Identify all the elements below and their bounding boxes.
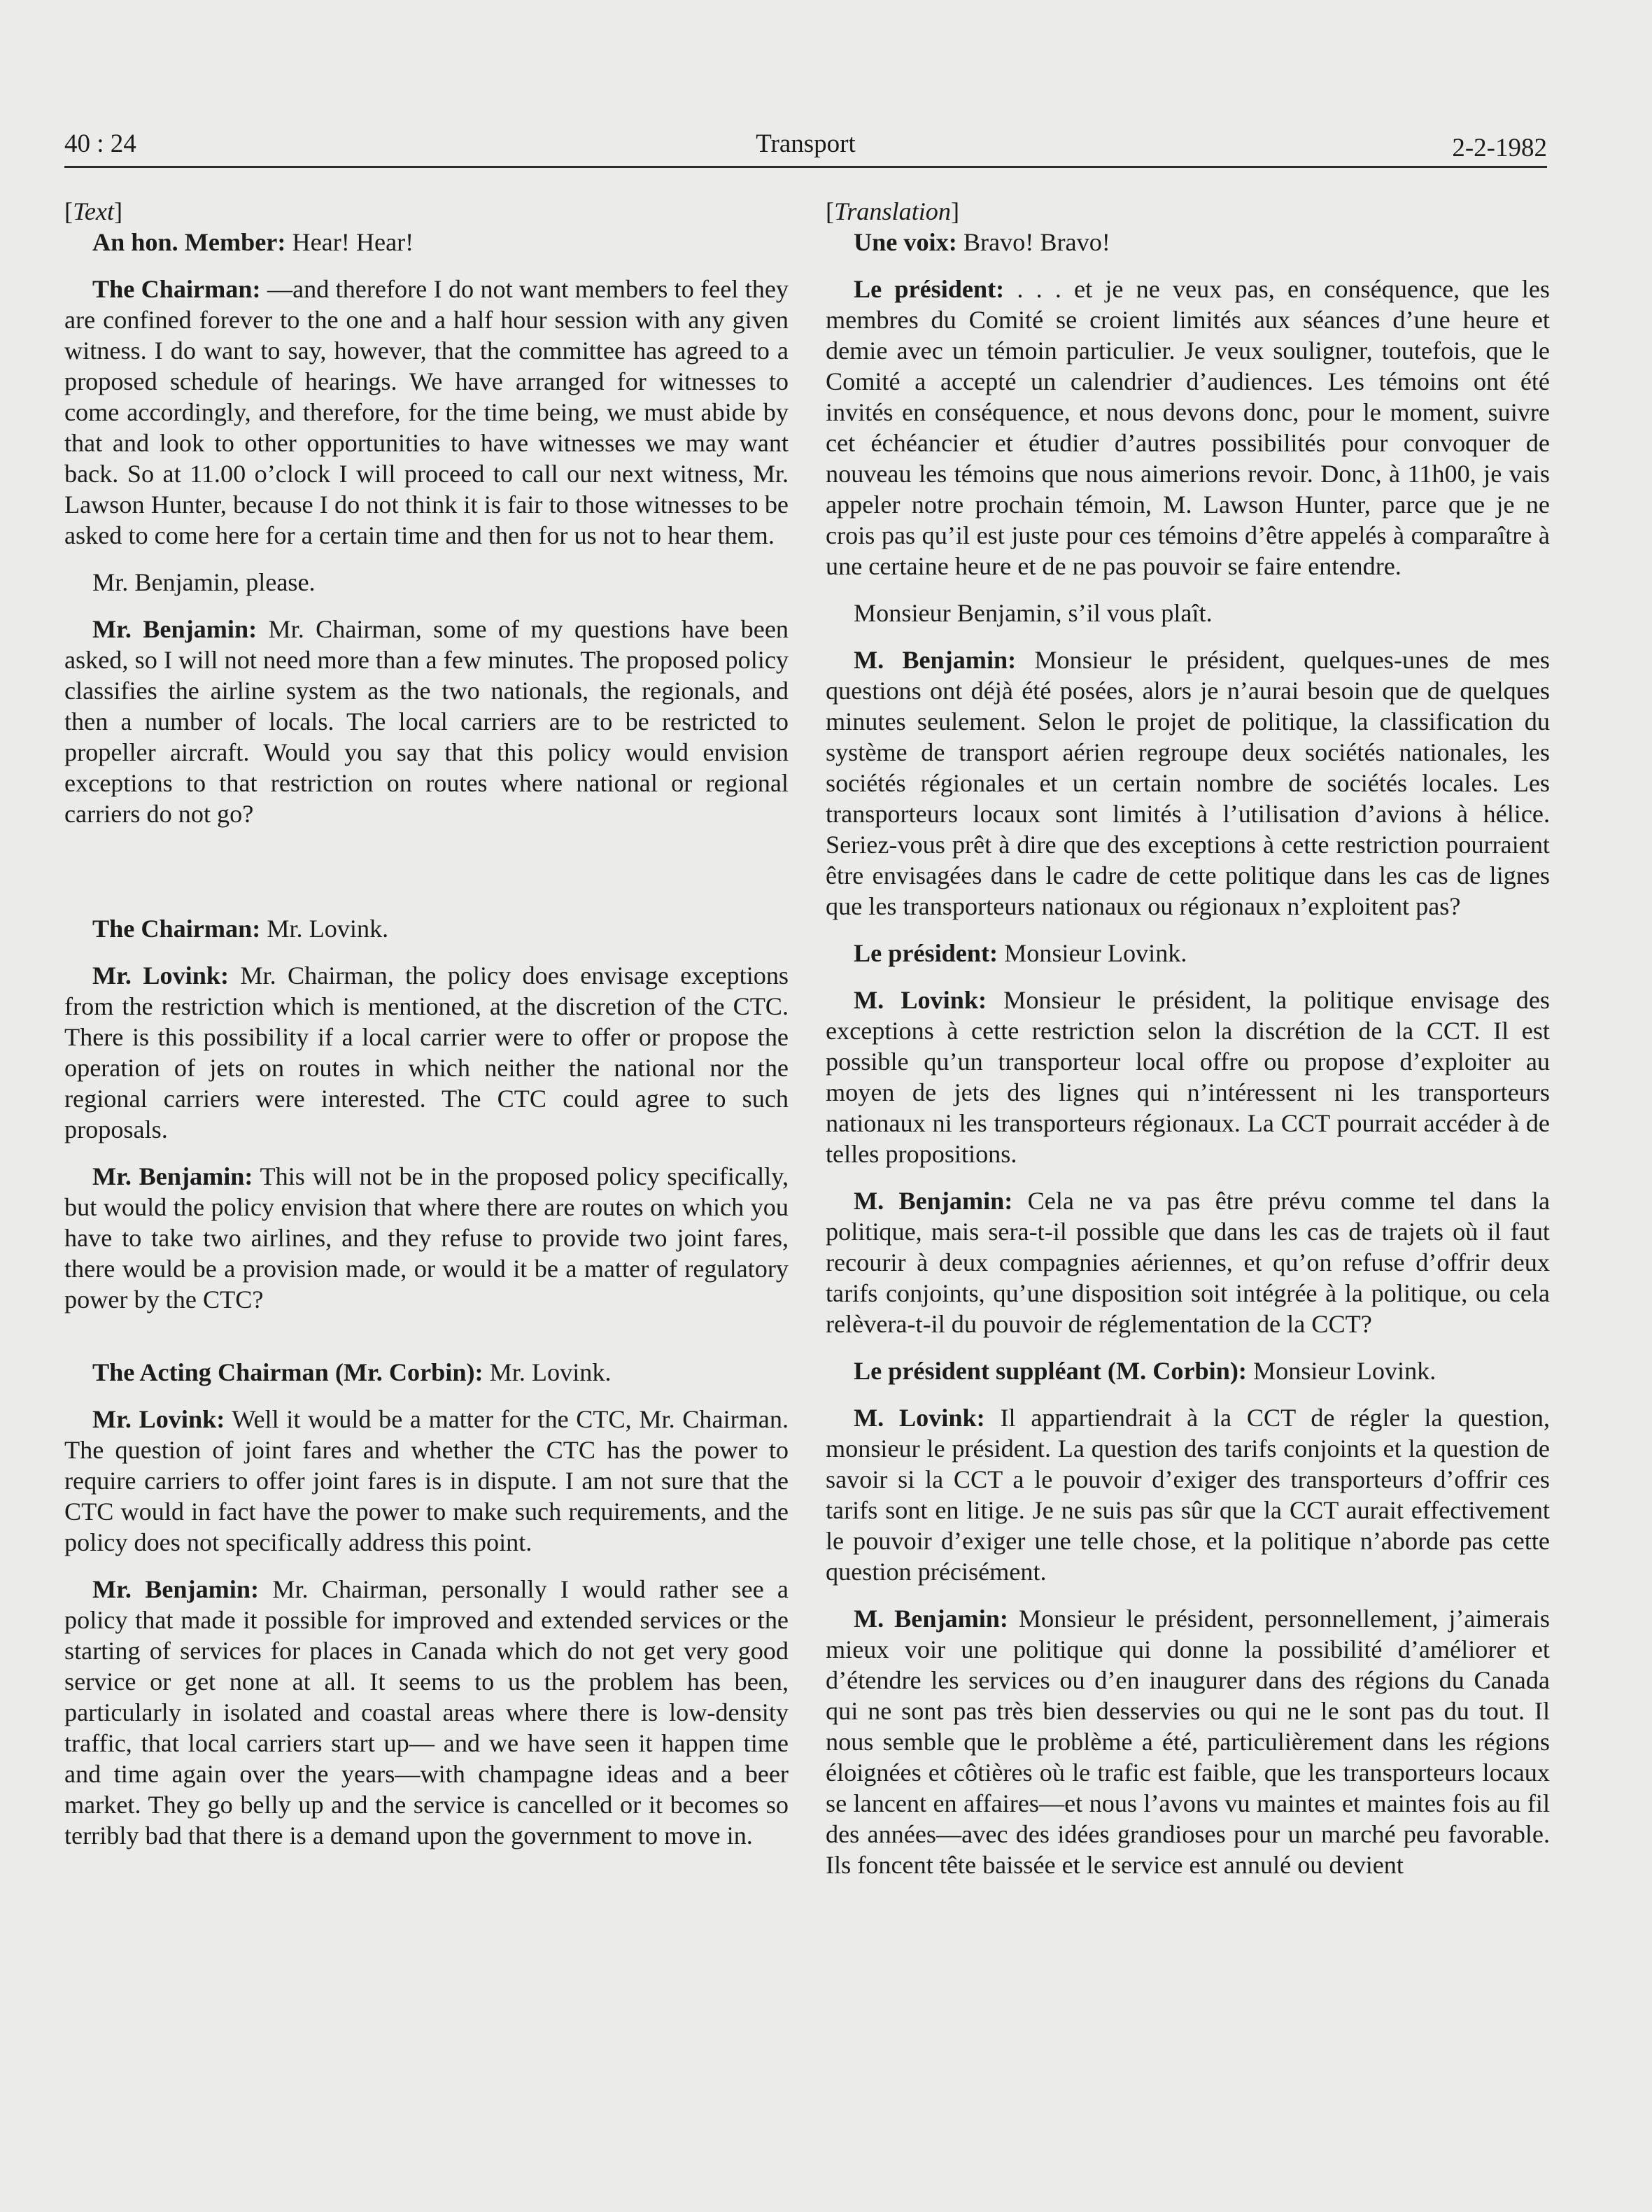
speaker-name: Mr. Lovink:	[92, 961, 229, 989]
paragraph-text: Monsieur Benjamin, s’il vous plaît.	[854, 599, 1213, 627]
paragraph-text: . . . et je ne veux pas, en conséquence, que les membres du Comité se croient limités aux séances d’une heure et demie avec un témoin particulier. Je veux souligner, toutefois, que le Comité a accepté un calendrier d’audiences. Les témoins ont été invités en conséquence, et nous devons donc, pour le moment, suivre cet échéancier et étudier d’autres possibilités pour convoquer de nouveau les témoins que nous aimerions revoir. Donc, à 11h00, je vais appeler notre prochain témoin, M. Lawson Hunter, parce que je ne crois pas qu’il est juste pour ces témoins d’être appelés à comparaître à une certaine heure et de ne pas pouvoir se faire entendre.	[826, 275, 1551, 580]
speaker-name: M. Lovink:	[854, 1404, 985, 1432]
paragraph	[826, 274, 1550, 582]
paragraph	[826, 1402, 1550, 1587]
paragraph	[826, 1185, 1550, 1339]
paragraph-text: Mr. Benjamin, please.	[92, 568, 316, 596]
speaker-name: Le président suppléant (M. Corbin):	[854, 1357, 1247, 1385]
french-column	[826, 196, 1550, 1896]
paragraph	[64, 274, 789, 551]
paragraph	[64, 960, 789, 1145]
page-date: 2-2-1982	[1452, 134, 1547, 162]
paragraph	[64, 1357, 789, 1388]
paragraph	[826, 985, 1550, 1169]
speaker-name: Mr. Lovink:	[92, 1405, 225, 1433]
paragraph-text: Monsieur le président, la politique envisage des exceptions à cette restriction selon la discrétion de la CCT. Il est possible qu’un transporteur local offre ou propose d’exploiter au moyen de jets des lignes qui n’intéressent ni les transporteurs nationaux ni les transporteurs régionaux. La CCT pourrait accéder à de telles propositions.	[826, 986, 1550, 1168]
paragraph-text: Monsieur le président, personnellement, j’aimerais mieux voir une politique qui donne la possibilité d’améliorer et d’étendre les services ou d’en inaugurer dans des régions du Canada qui ne sont pas très bien desservies ou qui ne le sont pas du tout. Il nous semble que le problème a été, particulièrement dans les régions éloignées et côtières où le trafic est faible, que les transporteurs locaux se lancent en affaires—et nous l’avons vu maintes et maintes fois au fil des années—avec des idées grandioses pour un marché peu favorable. Ils foncent tête baissée et le service est annulé ou devient	[826, 1605, 1551, 1879]
paragraph	[826, 1603, 1550, 1880]
paragraph	[64, 227, 789, 258]
speaker-name: Le président:	[854, 275, 1005, 303]
speaker-name: Une voix:	[854, 228, 957, 256]
paragraph-text: Mr. Chairman, the policy does envisage exceptions from the restriction which is mentioned, at the discretion of the CTC. There is this possibility if a local carrier were to offer or propose the operation of jets on routes in which neither the national nor the regional carriers were interested. The CTC could agree to such proposals.	[64, 961, 789, 1143]
column-tag-english: [Text]	[64, 197, 123, 225]
paragraph	[64, 614, 789, 829]
speaker-name: Mr. Benjamin:	[92, 1575, 260, 1603]
paragraph-text: Monsieur Lovink.	[998, 939, 1187, 967]
paragraph-text: Bravo! Bravo!	[956, 228, 1110, 256]
english-column	[64, 196, 789, 1867]
paragraph	[64, 567, 789, 598]
speaker-name: An hon. Member:	[92, 228, 286, 256]
speaker-name: The Chairman:	[92, 915, 261, 943]
speaker-name: M. Benjamin:	[854, 646, 1017, 674]
speaker-name: M. Lovink:	[854, 986, 987, 1014]
paragraph-text: Well it would be a matter for the CTC, Mr. Chairman. The question of joint fares and whether the CTC has the power to require carriers to offer joint fares is in dispute. I am not sure that the CTC would in fact have the power to make such requirements, and the policy does not specifically address this point.	[64, 1405, 789, 1556]
speaker-name: M. Benjamin:	[854, 1187, 1013, 1215]
speaker-name: Le président:	[854, 939, 998, 967]
speaker-name: Mr. Benjamin:	[92, 615, 257, 643]
paragraph-text: Mr. Lovink.	[483, 1358, 612, 1386]
paragraph	[826, 644, 1550, 922]
paragraph-text: Il appartiendrait à la CCT de régler la question, monsieur le président. La question des tarifs conjoints et la question de savoir si la CCT a le pouvoir d’exiger des transporteurs d’offrir ces tarifs sont en litige. Je ne suis pas sûr que la CCT aurait effectivement le pouvoir d’exiger une telle chose, et la politique n’aborde pas cette question précisément.	[826, 1404, 1550, 1586]
page-header	[64, 122, 1547, 168]
speaker-name: The Chairman:	[92, 275, 261, 303]
paragraph-text: Mr. Chairman, some of my questions have been asked, so I will not need more than a few minutes. The proposed policy classifies the airline system as the two nationals, the regionals, and then a number of locals. The local carriers are to be restricted to propeller aircraft. Would you say that this policy would envision exceptions to that restriction on routes where national or regional carriers do not go?	[64, 615, 789, 828]
paragraph-text: Mr. Lovink.	[260, 915, 389, 943]
column-tag-french: [Translation]	[826, 197, 960, 225]
paragraph-text: Monsieur le président, quelques-unes de mes questions ont déjà été posées, alors je n’aurai besoin que de quelques minutes seulement. Selon le projet de politique, la classification du système de transport aérien regroupe deux sociétés nationales, les sociétés régionales et un certain nombre de sociétés locales. Les transporteurs locaux sont limités à l’utilisation d’avions à hélice. Seriez-vous prêt à dire que des exceptions à cette restriction pourraient être envisagées dans le cadre de cette politique dans les cas de lignes que les transporteurs nationaux ou régionaux n’exploitent pas?	[826, 646, 1550, 920]
paragraph	[64, 1574, 789, 1851]
speaker-name: The Acting Chairman (Mr. Corbin):	[92, 1358, 483, 1386]
paragraph-text: Hear! Hear!	[285, 228, 414, 256]
paragraph	[826, 938, 1550, 968]
page-folio: 40 : 24	[64, 129, 136, 158]
speaker-name: Mr. Benjamin:	[92, 1162, 253, 1190]
paragraph	[64, 1161, 789, 1315]
paragraph-text: Monsieur Lovink.	[1246, 1357, 1436, 1385]
paragraph-text: Cela ne va pas être prévu comme tel dans la politique, mais sera-t-il possible que dans les cas de trajets où il faut recourir à deux compagnies aériennes, et qu’on refuse d’offrir deux tarifs conjoints, qu’une disposition soit intégrée à la politique, ou cela relèvera-t-il du pouvoir de réglementation de la CCT?	[826, 1187, 1551, 1338]
running-title: Transport	[756, 129, 856, 158]
paragraph	[64, 1404, 789, 1558]
paragraph	[826, 598, 1550, 628]
paragraph	[826, 227, 1550, 258]
paragraph-text: This will not be in the proposed policy specifically, but would the policy envision that where there are routes on which you have to take two airlines, and they refuse to provide two joint fares, there would be a provision made, or would it be a matter of regulatory power by the CTC?	[64, 1162, 789, 1313]
paragraph-text: —and therefore I do not want members to feel they are confined forever to the one and a half hour session with any given witness. I do want to say, however, that the committee has agreed to a proposed schedule of hearings. We have arranged for witnesses to come accordingly, and therefore, for the time being, we must abide by that and look to other opportunities to have witnesses we may want back. So at 11.00 o’clock I will proceed to call our next witness, Mr. Lawson Hunter, because I do not think it is fair to those witnesses to be asked to come here for a certain time and then for us not to hear them.	[64, 275, 789, 549]
paragraph	[64, 913, 789, 944]
paragraph-text: Mr. Chairman, personally I would rather see a policy that made it possible for improved and extended services or the starting of services for places in Canada which do not get very good service or get none at all. It seems to us the problem has been, particularly in isolated and coastal areas where there is low-density traffic, that local carriers start up— and we have seen it happen time and time again over the years—with champagne ideas and a beer market. They go belly up and the service is cancelled or it becomes so terribly bad that there is a demand upon the government to move in.	[64, 1575, 789, 1850]
speaker-name: M. Benjamin:	[854, 1605, 1008, 1633]
paragraph	[826, 1355, 1550, 1386]
